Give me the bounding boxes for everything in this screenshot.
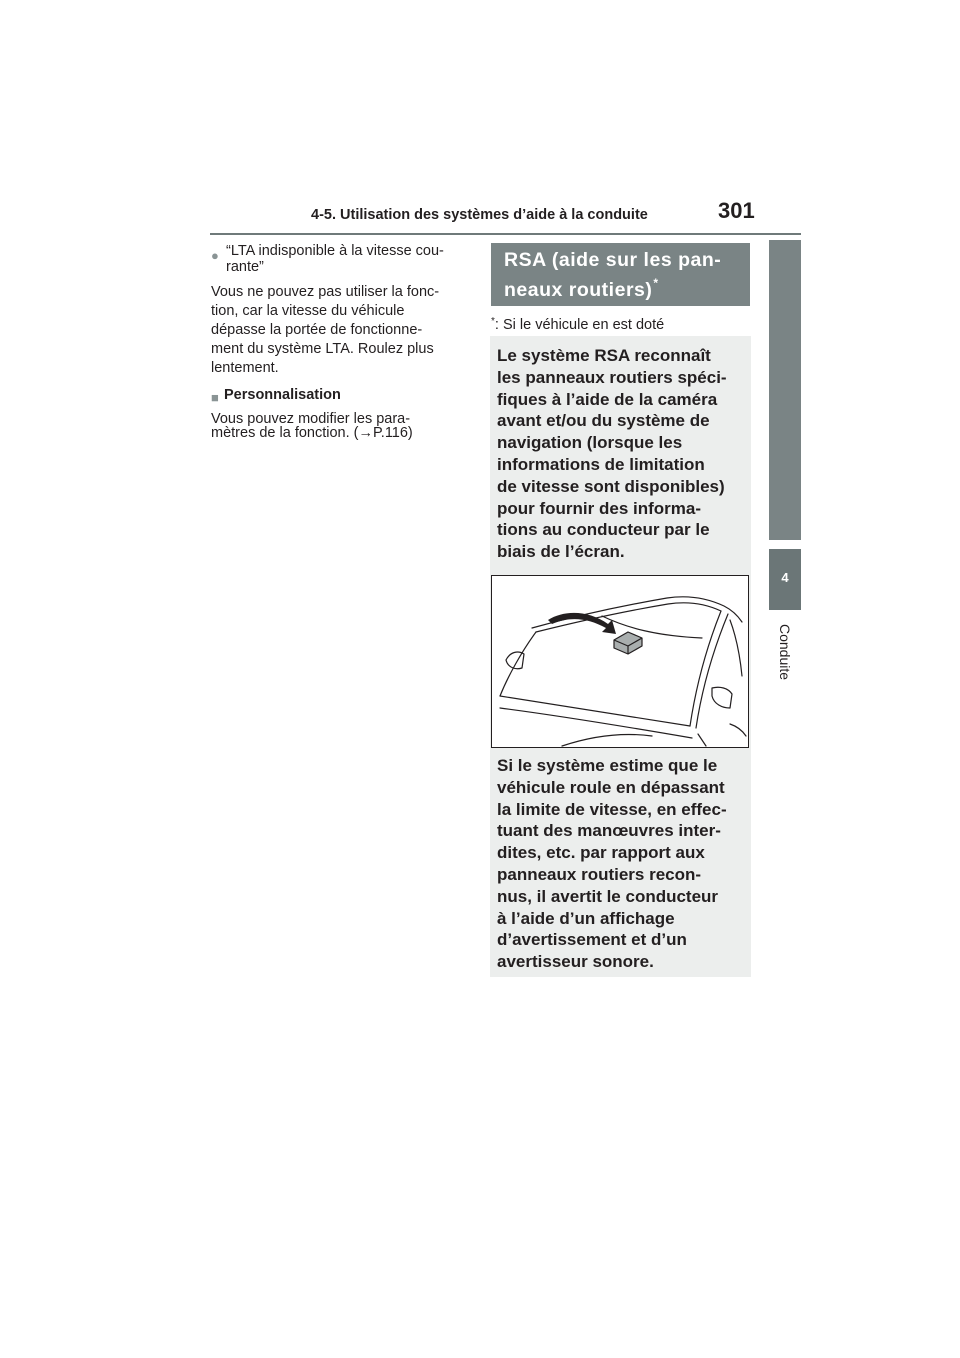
description-line: tions au conducteur par le bbox=[497, 520, 710, 540]
paragraph-line: Vous ne pouvez pas utiliser la fonc- bbox=[211, 284, 440, 300]
header-divider bbox=[210, 233, 801, 235]
chapter-number: 4 bbox=[781, 570, 789, 585]
customization-line: Vous pouvez modifier les para- bbox=[211, 411, 411, 427]
warning-line: la limite de vitesse, en effec- bbox=[497, 799, 727, 819]
warning-line: tuant des manœuvres inter- bbox=[497, 821, 721, 841]
description-line: navigation (lorsque les bbox=[497, 433, 683, 453]
item-title-line: rante” bbox=[226, 259, 264, 275]
footnote-marker: * bbox=[491, 316, 495, 327]
windshield-camera-drawing bbox=[492, 576, 748, 747]
description-line: avant et/ou du système de bbox=[497, 411, 710, 431]
description-line: informations de limitation bbox=[497, 454, 705, 474]
chapter-tab bbox=[769, 240, 801, 540]
paragraph-line: ment du système LTA. Roulez plus bbox=[211, 341, 434, 357]
note-text: : Si le véhicule en est doté bbox=[494, 317, 665, 333]
paragraph-line: lentement. bbox=[211, 360, 279, 376]
rsa-description bbox=[497, 345, 747, 563]
square-marker-icon: ■ bbox=[211, 390, 219, 405]
warning-line: panneaux routiers recon- bbox=[497, 864, 702, 884]
bullet-icon: ● bbox=[211, 248, 219, 263]
section-title: 4-5. Utilisation des systèmes d’aide à la conduite bbox=[311, 207, 648, 223]
warning-line: nus, il avertit le conducteur bbox=[497, 886, 719, 906]
rsa-heading-line: RSA (aide sur les pan- bbox=[504, 249, 722, 271]
chapter-label: Conduite bbox=[777, 623, 793, 681]
customization-title: Personnalisation bbox=[224, 387, 341, 403]
windshield-camera-illustration bbox=[491, 575, 749, 748]
rsa-heading-text: neaux routiers) bbox=[504, 279, 653, 301]
customization-line: mètres de la fonction. (→P.116) bbox=[211, 425, 413, 441]
footnote-marker: * bbox=[653, 276, 659, 290]
description-line: de vitesse sont disponibles) bbox=[497, 476, 725, 496]
description-line: Le système RSA reconnaît bbox=[497, 346, 711, 365]
warning-line: Si le système estime que le bbox=[497, 756, 718, 775]
warning-line: véhicule roule en dépassant bbox=[497, 777, 725, 797]
description-line: biais de l’écran. bbox=[497, 542, 625, 562]
warning-line: dites, etc. par rapport aux bbox=[497, 843, 705, 863]
item-title-line: “LTA indisponible à la vitesse cou- bbox=[226, 243, 444, 259]
lta-paragraph bbox=[211, 283, 471, 378]
warning-line: avertisseur sonore. bbox=[497, 952, 654, 972]
paragraph-line: tion, car la vitesse du véhicule bbox=[211, 303, 405, 319]
description-line: les panneaux routiers spéci- bbox=[497, 367, 727, 387]
description-line: pour fournir des informa- bbox=[497, 498, 701, 518]
rsa-heading-line bbox=[504, 276, 659, 302]
warning-line: d’avertissement et d’un bbox=[497, 930, 687, 950]
availability-note bbox=[491, 316, 664, 333]
page-number: 301 bbox=[718, 198, 755, 223]
paragraph-line: dépasse la portée de fonctionne- bbox=[211, 322, 423, 338]
description-line: fiques à l’aide de la caméra bbox=[497, 389, 718, 409]
warning-line: à l’aide d’un affichage bbox=[497, 908, 675, 928]
rsa-warning-description bbox=[497, 755, 747, 973]
